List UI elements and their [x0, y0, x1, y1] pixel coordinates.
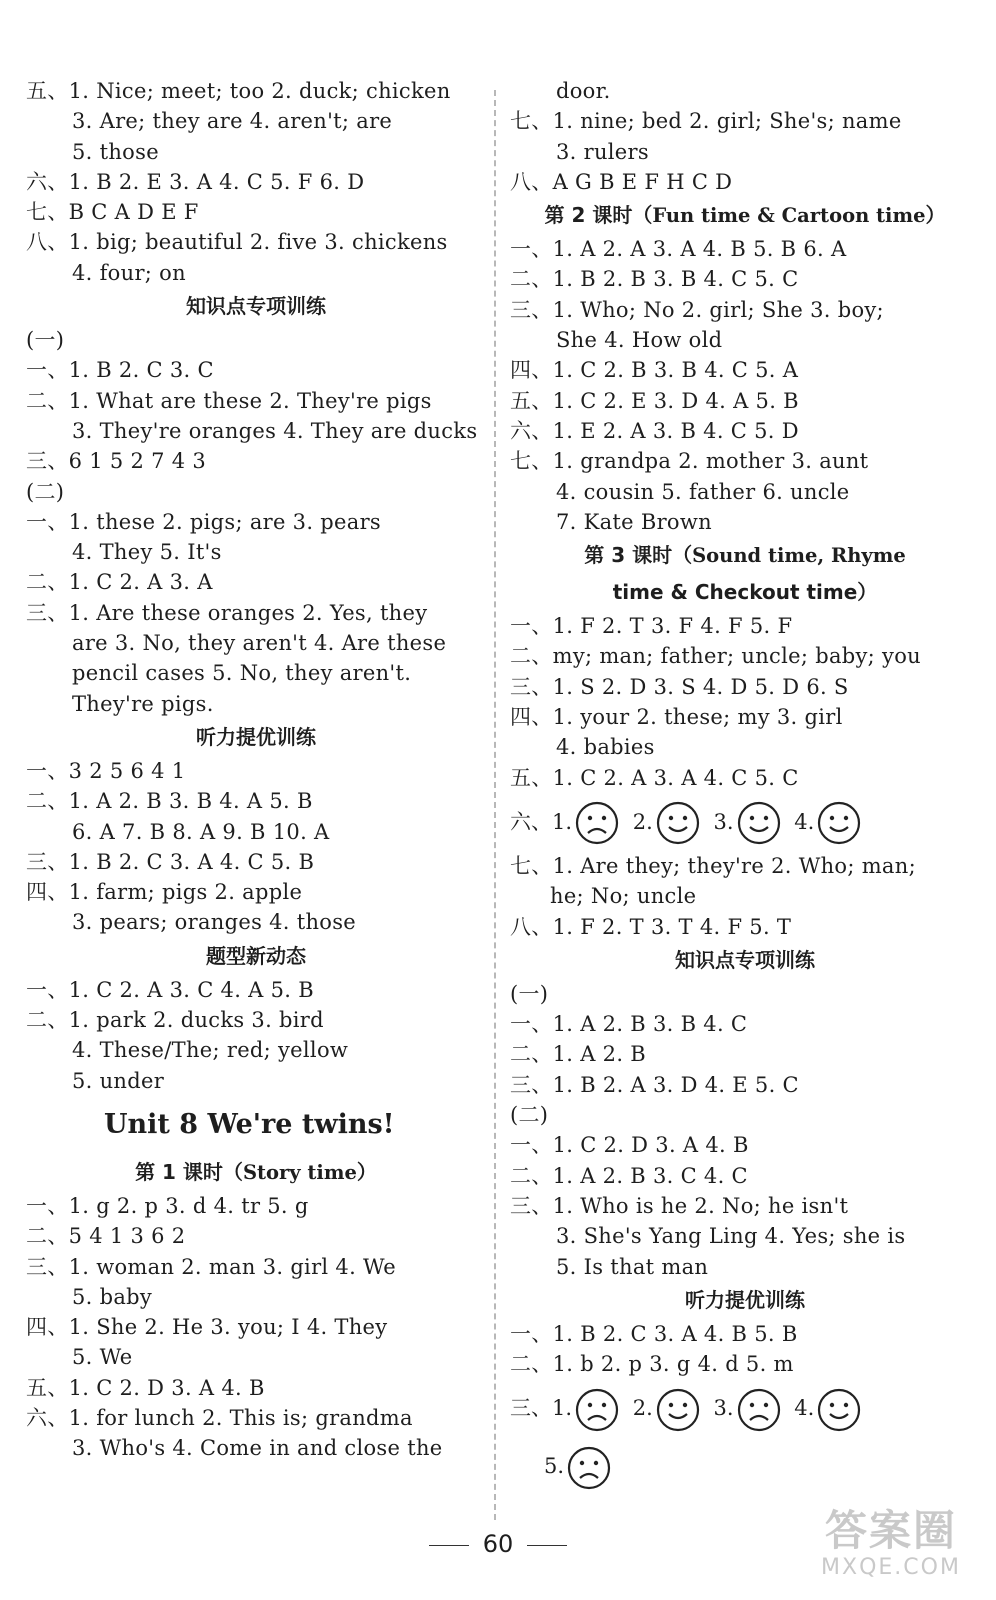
column-divider	[494, 90, 496, 1520]
answer-line: 二、1. A 2. B	[510, 1042, 646, 1067]
answer-line: 3. They're oranges 4. They are ducks	[72, 418, 478, 443]
section-heading: 知识点专项训练	[186, 294, 326, 319]
answer-line: 3. pears; oranges 4. those	[72, 910, 357, 935]
answer-line: he; No; uncle	[550, 884, 697, 909]
footer-dash	[527, 1545, 567, 1546]
answer-line: 4. four; on	[72, 260, 186, 285]
answer-line: 七、1. grandpa 2. mother 3. aunt	[510, 449, 869, 474]
answer-line: 二、5 4 1 3 6 2	[26, 1224, 186, 1249]
happy-face-icon	[655, 800, 701, 846]
sad-face-icon	[566, 1445, 612, 1491]
answer-line: 五、1. C 2. E 3. D 4. A 5. B	[510, 388, 799, 413]
sad-face-icon	[574, 1387, 620, 1433]
item-number: 4.	[794, 809, 815, 834]
answer-line: 七、1. Are they; they're 2. Who; man;	[510, 853, 916, 878]
answer-line: 二、1. b 2. p 3. g 4. d 5. m	[510, 1352, 794, 1377]
item-number: 六、1.	[510, 809, 573, 834]
answer-line: 一、1. B 2. C 3. C	[26, 358, 214, 383]
answer-line: 三、1. Who; No 2. girl; She 3. boy;	[510, 297, 884, 322]
section-heading: 听力提优训练	[196, 724, 316, 749]
answer-line: 一、1. B 2. C 3. A 4. B 5. B	[510, 1321, 798, 1346]
answer-line: 三、1. B 2. C 3. A 4. C 5. B	[26, 849, 315, 874]
answer-line: 4. babies	[556, 735, 655, 760]
answer-line: (二)	[510, 1103, 549, 1128]
unit-title: Unit 8 We're twins!	[104, 1108, 395, 1140]
answer-line: 4. cousin 5. father 6. uncle	[556, 479, 850, 504]
answer-line: 一、1. g 2. p 3. d 4. tr 5. g	[26, 1193, 309, 1218]
answer-line: 5. those	[72, 139, 159, 164]
lesson-heading-cont: time & Checkout time）	[612, 580, 878, 605]
answer-line: (一)	[510, 981, 549, 1006]
answer-line: 二、1. B 2. B 3. B 4. C 5. C	[510, 267, 799, 292]
happy-face-icon	[816, 800, 862, 846]
answer-line: (二)	[26, 479, 65, 504]
answer-line: 八、A G B E F H C D	[510, 169, 733, 194]
lesson-heading	[510, 537, 980, 574]
answer-line: 二、my; man; father; uncle; baby; you	[510, 644, 921, 669]
answer-line: 7. Kate Brown	[556, 509, 712, 534]
answer-line: are 3. No, they aren't 4. Are these	[72, 631, 447, 656]
answer-line: 六、1. B 2. E 3. A 4. C 5. F 6. D	[26, 169, 365, 194]
answer-line: 六、1. E 2. A 3. B 4. C 5. D	[510, 418, 799, 443]
answer-line: 一、3 2 5 6 4 1	[26, 758, 186, 783]
answer-line: 五、1. C 2. A 3. A 4. C 5. C	[510, 765, 799, 790]
answer-line: 二、1. A 2. B 3. C 4. C	[510, 1163, 748, 1188]
answer-line: 一、1. A 2. A 3. A 4. B 5. B 6. A	[510, 237, 847, 262]
answer-line: 四、1. C 2. B 3. B 4. C 5. A	[510, 358, 799, 383]
face-answer-row	[510, 793, 980, 851]
answer-line: 5. Is that man	[556, 1254, 709, 1279]
answer-line: 七、1. nine; bed 2. girl; She's; name	[510, 109, 902, 134]
answer-line: 八、1. big; beautiful 2. five 3. chickens	[26, 230, 448, 255]
lesson-label: 第 2 课时（	[544, 203, 653, 228]
answer-line: pencil cases 5. No, they aren't.	[72, 661, 412, 686]
lesson-heading	[510, 197, 980, 234]
answer-line: 二、1. park 2. ducks 3. bird	[26, 1008, 324, 1033]
answer-line: 三、1. woman 2. man 3. girl 4. We	[26, 1254, 396, 1279]
watermark-url: MXQE.COM	[821, 1555, 961, 1580]
item-number: 3.	[713, 809, 734, 834]
item-number: 5.	[544, 1454, 565, 1479]
footer-dash	[429, 1545, 469, 1546]
happy-face-icon	[736, 800, 782, 846]
item-number: 三、1.	[510, 1396, 573, 1421]
answer-line: 三、1. S 2. D 3. S 4. D 5. D 6. S	[510, 674, 849, 699]
answer-line: 3. She's Yang Ling 4. Yes; she is	[556, 1224, 906, 1249]
answer-line: door.	[556, 79, 611, 103]
answer-line: 三、1. B 2. A 3. D 4. E 5. C	[510, 1072, 799, 1097]
answer-line: 四、1. She 2. He 3. you; I 4. They	[26, 1315, 388, 1340]
answer-line: 5. baby	[72, 1284, 153, 1309]
answer-line: 二、1. C 2. A 3. A	[26, 570, 213, 595]
answer-line: 四、1. farm; pigs 2. apple	[26, 880, 303, 905]
sad-face-icon	[736, 1387, 782, 1433]
item-number: 2.	[632, 809, 653, 834]
answer-line: 四、1. your 2. these; my 3. girl	[510, 705, 843, 730]
lesson-name: Fun time & Cartoon time	[652, 204, 926, 228]
item-number: 4.	[794, 1396, 815, 1421]
lesson-name: Sound time, Rhyme	[692, 544, 906, 568]
section-heading: 听力提优训练	[685, 1287, 805, 1312]
answer-line: 八、1. F 2. T 3. T 4. F 5. T	[510, 914, 792, 939]
left-column	[26, 76, 486, 1464]
face-answer-row	[510, 1437, 980, 1495]
right-column	[510, 76, 980, 1495]
face-answer-row	[510, 1379, 980, 1437]
answer-line: 4. They 5. It's	[72, 540, 222, 565]
watermark-text: 答案圈	[824, 1506, 957, 1555]
answer-line: 三、1. Who is he 2. No; he isn't	[510, 1193, 849, 1218]
happy-face-icon	[655, 1387, 701, 1433]
answer-line: (一)	[26, 328, 65, 353]
lesson-name: Story time	[242, 1160, 357, 1184]
answer-line: 一、1. A 2. B 3. B 4. C	[510, 1012, 748, 1037]
page-number: 60	[482, 1530, 514, 1558]
watermark-logo	[806, 1506, 976, 1586]
item-number: 3.	[713, 1396, 734, 1421]
sad-face-icon	[574, 800, 620, 846]
lesson-label: 第 1 课时（	[135, 1159, 243, 1184]
answer-line: 一、1. these 2. pigs; are 3. pears	[26, 509, 382, 534]
answer-line: 二、1. A 2. B 3. B 4. A 5. B	[26, 789, 313, 814]
answer-line: 五、1. C 2. D 3. A 4. B	[26, 1375, 265, 1400]
answer-line: 六、1. for lunch 2. This is; grandma	[26, 1405, 413, 1430]
answer-line: 一、1. C 2. D 3. A 4. B	[510, 1133, 749, 1158]
answer-line: She 4. How old	[556, 328, 723, 353]
lesson-heading	[26, 1154, 486, 1191]
answer-line: 3. rulers	[556, 139, 649, 164]
section-heading: 题型新动态	[206, 943, 306, 968]
answer-line: 三、6 1 5 2 7 4 3	[26, 449, 207, 474]
answer-line: 5. We	[72, 1345, 133, 1370]
answer-line: 一、1. F 2. T 3. F 4. F 5. F	[510, 614, 793, 639]
answer-line: 3. Are; they are 4. aren't; are	[72, 109, 393, 134]
answer-line: 4. These/The; red; yellow	[72, 1038, 349, 1063]
lesson-paren: ）	[356, 1159, 377, 1184]
answer-line: 五、1. Nice; meet; too 2. duck; chicken	[26, 79, 451, 103]
answer-line: They're pigs.	[72, 691, 214, 716]
answer-line: 三、1. Are these oranges 2. Yes, they	[26, 600, 428, 625]
lesson-label: 第 3 课时（	[584, 543, 693, 568]
answer-line: 一、1. C 2. A 3. C 4. A 5. B	[26, 977, 314, 1002]
item-number: 2.	[632, 1396, 653, 1421]
answer-line: 6. A 7. B 8. A 9. B 10. A	[72, 819, 330, 844]
happy-face-icon	[816, 1387, 862, 1433]
answer-line: 3. Who's 4. Come in and close the	[72, 1436, 443, 1461]
answer-line: 二、1. What are these 2. They're pigs	[26, 388, 432, 413]
lesson-paren: ）	[925, 203, 946, 228]
section-heading: 知识点专项训练	[675, 947, 815, 972]
answer-line: 5. under	[72, 1068, 165, 1093]
answer-line: 七、B C A D E F	[26, 200, 199, 225]
